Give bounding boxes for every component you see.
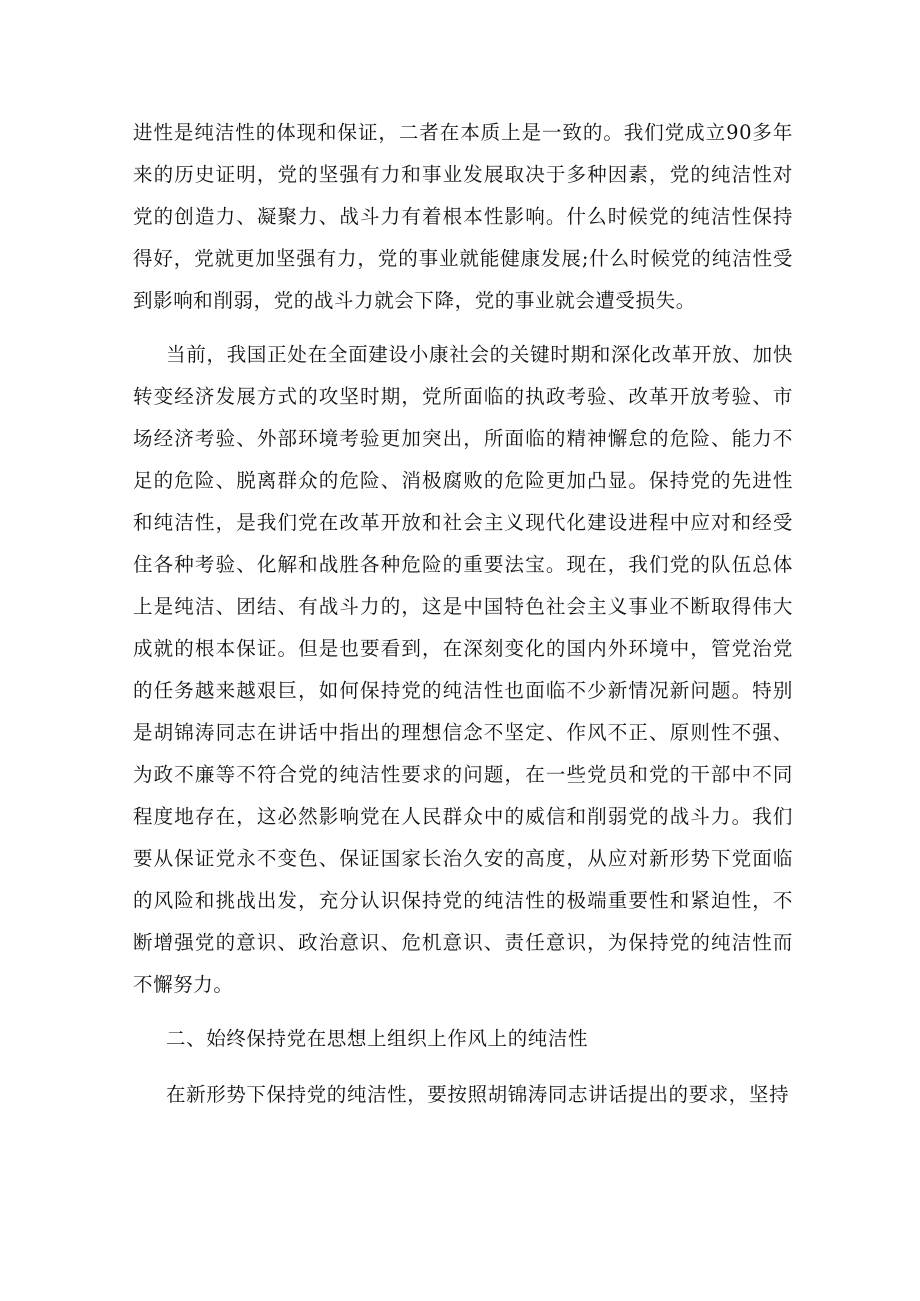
paragraph-new-situation: 在新形势下保持党的纯洁性，要按照胡锦涛同志讲话提出的要求，坚持 (166, 1083, 790, 1106)
paragraph-continuation: 进性是纯洁性的体现和保证，二者在本质上是一致的。我们党成立90多年来的历史证明，党的坚强有力和事业发展取决于多种因素，党的纯洁性对党的创造力、凝聚力、战斗力有着根本性影响。什么时候党的纯洁性保持得好，党就更加坚强有力，党的事业就能健康发展;什么时候党的纯洁性受到影响和削弱，党的战斗力就会下降，党的事业就会遭受损失。 (133, 121, 793, 312)
document-body (133, 112, 793, 1128)
paragraph-current-situation: 当前，我国正处在全面建设小康社会的关键时期和深化改革开放、加快转变经济发展方式的攻坚时期，党所面临的执政考验、改革开放考验、市场经济考验、外部环境考验更加突出，所面临的精神懈怠的危险、能力不足的危险、脱离群众的危险、消极腐败的危险更加凸显。保持党的先进性和纯洁性，是我们党在改革开放和社会主义现代化建设进程中应对和经受住各种考验、化解和战胜各种危险的重要法宝。现在，我们党的队伍总体上是纯洁、团结、有战斗力的，这是中国特色社会主义事业不断取得伟大成就的根本保证。但是也要看到，在深刻变化的国内外环境中，管党治党的任务越来越艰巨，如何保持党的纯洁性也面临不少新情况新问题。特别是胡锦涛同志在讲话中指出的理想信念不坚定、作风不正、原则性不强、为政不廉等不符合党的纯洁性要求的问题，在一些党员和党的干部中不同程度地存在，这必然影响党在人民群众中的威信和削弱党的战斗力。我们要从保证党永不变色、保证国家长治久安的高度，从应对新形势下党面临的风险和挑战出发，充分认识保持党的纯洁性的极端重要性和紧迫性，不断增强党的意识、政治意识、危机意识、责任意识，为保持党的纯洁性而不懈努力。 (133, 343, 793, 996)
section-heading: 二、始终保持党在思想上组织上作风上的纯洁性 (166, 1027, 589, 1050)
